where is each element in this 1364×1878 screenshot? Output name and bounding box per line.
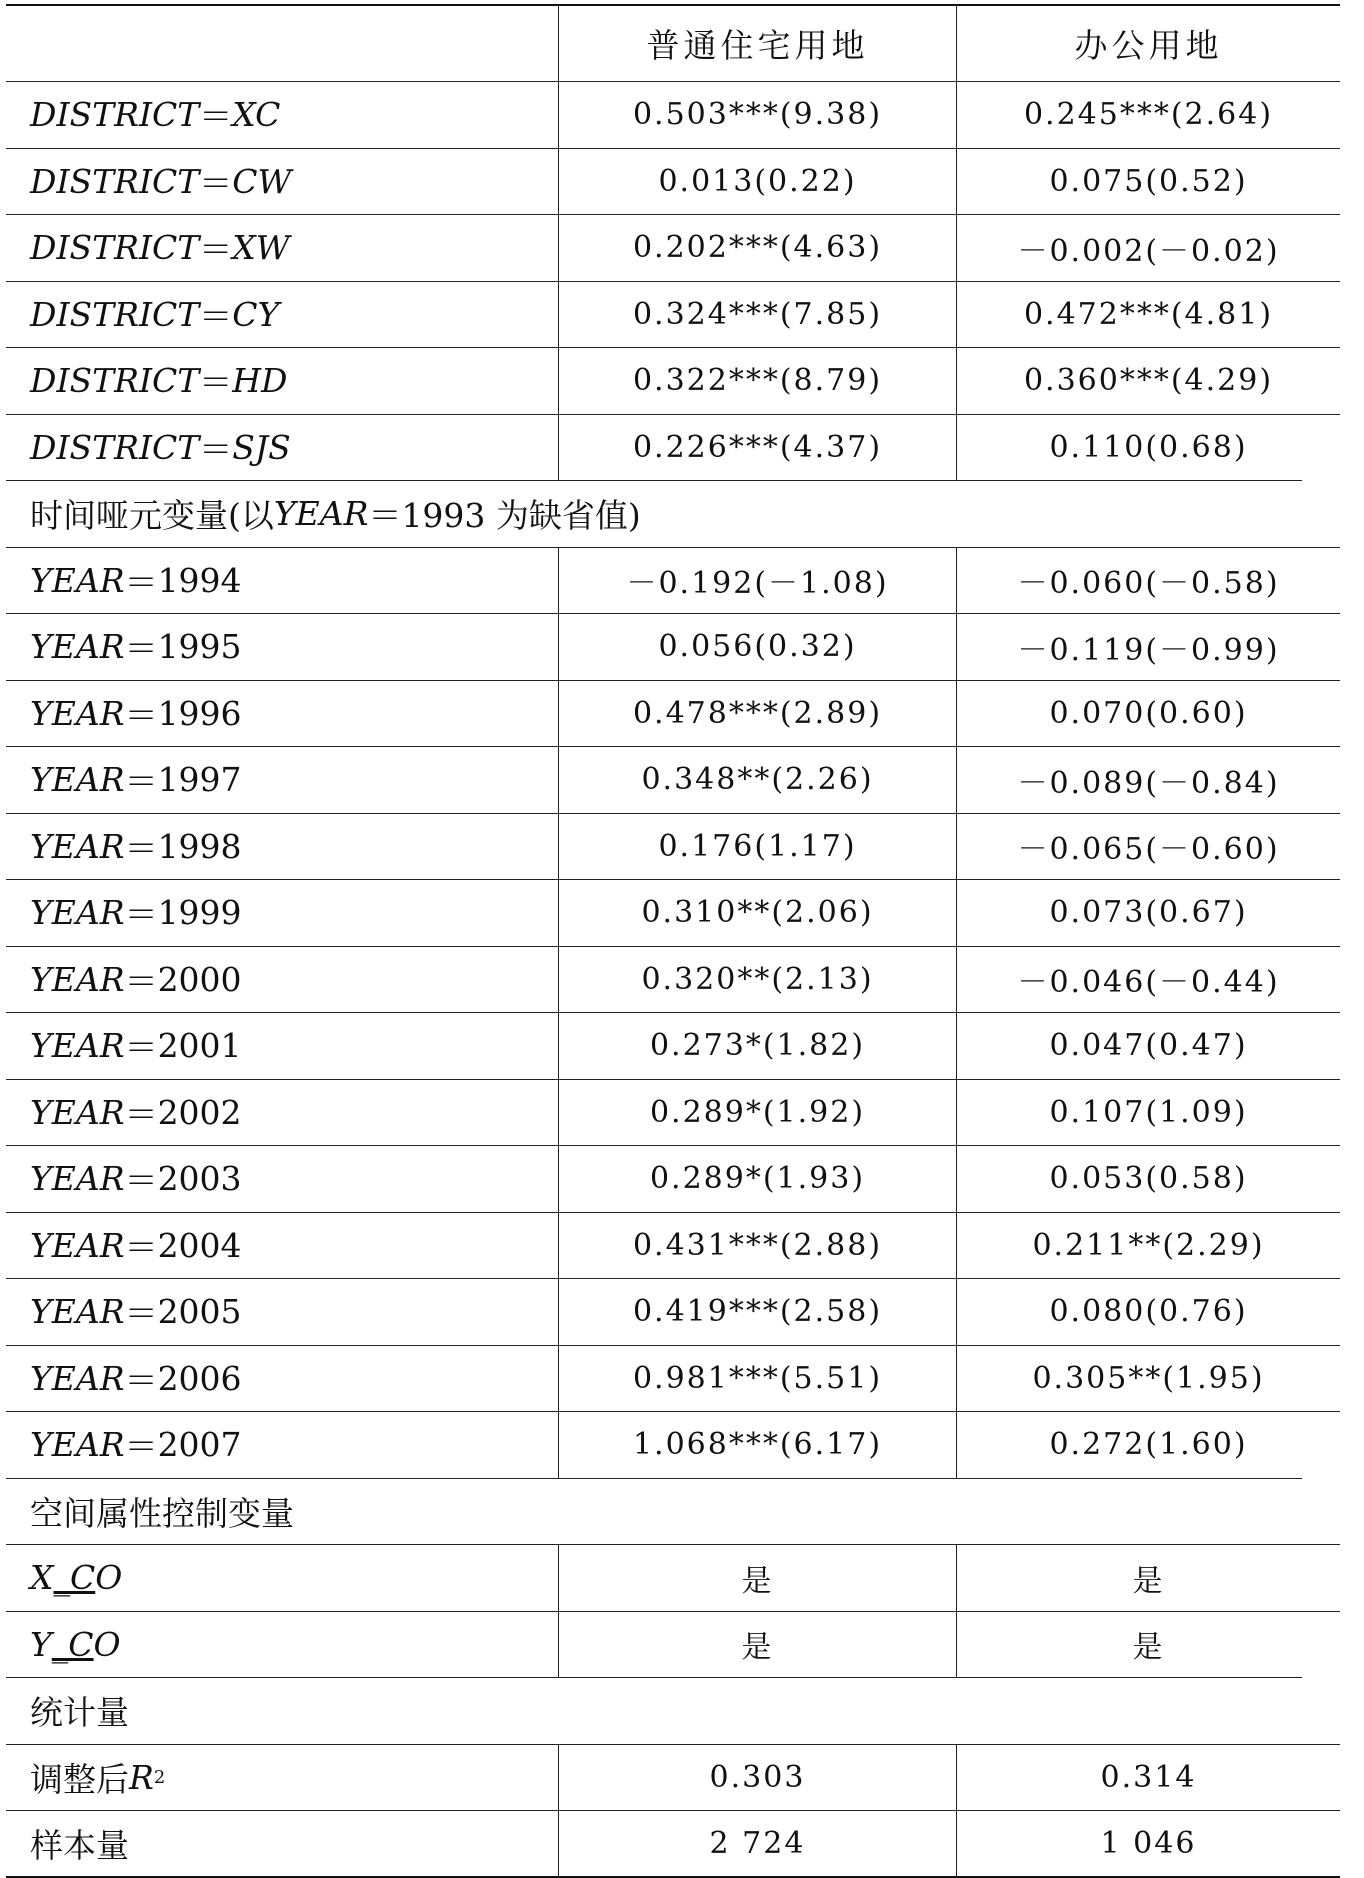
- residential-value: 0.320**(2.13): [558, 947, 956, 1013]
- office-value: 0.080(0.76): [956, 1279, 1340, 1345]
- office-value: 0.047(0.47): [956, 1013, 1340, 1079]
- table-row-district-cy: [6, 282, 1340, 349]
- table-row-year-2000: [6, 947, 1340, 1014]
- residential-value: 0.419***(2.58): [558, 1279, 956, 1345]
- table-row-year-2001: [6, 1013, 1340, 1080]
- section-time-dummies: [6, 481, 1340, 548]
- office-value: 0.360***(4.29): [956, 348, 1340, 414]
- table-row-year-2006: [6, 1346, 1340, 1413]
- office-value: －0.065(－0.60): [956, 814, 1340, 880]
- row-label: YEAR ＝ 1995: [30, 627, 242, 669]
- residential-value: 0.478***(2.89): [558, 681, 956, 747]
- residential-value: 是: [558, 1545, 956, 1611]
- row-label: DISTRICT ＝ SJS: [30, 427, 291, 469]
- table-row-year-2005: [6, 1279, 1340, 1346]
- table-row-y-co: [6, 1612, 1340, 1679]
- residential-value: 0.348**(2.26): [558, 747, 956, 813]
- table-row-year-2007: [6, 1412, 1340, 1479]
- row-label: YEAR ＝ 2000: [30, 959, 242, 1001]
- row-label: 样本量: [30, 1825, 129, 1865]
- office-value: 0.070(0.60): [956, 681, 1340, 747]
- residential-value: 0.303: [558, 1745, 956, 1811]
- residential-value: 0.289*(1.93): [558, 1146, 956, 1212]
- table-row-year-1995: [6, 614, 1340, 681]
- residential-value: 0.503***(9.38): [558, 82, 956, 148]
- office-value: 0.314: [956, 1745, 1340, 1811]
- section-label: 时间哑元变量(以 YEAR ＝1993 为缺省值): [30, 494, 641, 536]
- row-label: Y _C O: [30, 1624, 121, 1664]
- residential-value: 0.310**(2.06): [558, 880, 956, 946]
- row-label: X _C O: [30, 1558, 123, 1598]
- office-value: 0.245***(2.64): [956, 82, 1340, 148]
- table-row-district-hd: [6, 348, 1340, 415]
- office-value: 是: [956, 1612, 1340, 1678]
- residential-value: 0.324***(7.85): [558, 282, 956, 348]
- residential-value: 0.273*(1.82): [558, 1013, 956, 1079]
- row-label: YEAR ＝ 1997: [30, 760, 242, 802]
- residential-value: 1.068***(6.17): [558, 1412, 956, 1478]
- row-label: 调整后 R 2: [30, 1757, 166, 1799]
- row-label: YEAR ＝ 2007: [30, 1425, 242, 1467]
- residential-value: 是: [558, 1612, 956, 1678]
- residential-value: 0.431***(2.88): [558, 1213, 956, 1279]
- residential-value: 0.202***(4.63): [558, 215, 956, 281]
- row-label: YEAR ＝ 2005: [30, 1292, 242, 1334]
- residential-value: 2 724: [558, 1811, 956, 1876]
- office-value: 0.472***(4.81): [956, 282, 1340, 348]
- table-row-year-2003: [6, 1146, 1340, 1213]
- office-value: 0.053(0.58): [956, 1146, 1340, 1212]
- office-value: －0.119(－0.99): [956, 614, 1340, 680]
- table-row-year-2004: [6, 1213, 1340, 1280]
- office-value: －0.089(－0.84): [956, 747, 1340, 813]
- table-row-district-cw: [6, 149, 1340, 216]
- table-row-x-co: [6, 1545, 1340, 1612]
- office-value: 0.272(1.60): [956, 1412, 1340, 1478]
- section-spatial-controls: [6, 1479, 1340, 1546]
- row-label: YEAR ＝ 1994: [30, 560, 242, 602]
- office-value: －0.060(－0.58): [956, 548, 1340, 614]
- row-label: YEAR ＝ 1996: [30, 693, 242, 735]
- row-label: DISTRICT ＝ CY: [30, 294, 280, 336]
- row-label: YEAR ＝ 2006: [30, 1358, 242, 1400]
- table-row-district-xc: [6, 82, 1340, 149]
- section-label: 统计量: [30, 1693, 129, 1733]
- office-value: 1 046: [956, 1811, 1340, 1876]
- table-row-year-1997: [6, 747, 1340, 814]
- residential-value: 0.322***(8.79): [558, 348, 956, 414]
- office-value: －0.002(－0.02): [956, 215, 1340, 281]
- table-row-adjusted-r2: [6, 1745, 1340, 1812]
- table-row-year-2002: [6, 1080, 1340, 1147]
- table-row-sample-size: [6, 1811, 1340, 1878]
- office-value: －0.046(－0.44): [956, 947, 1340, 1013]
- residential-value: 0.013(0.22): [558, 149, 956, 215]
- office-value: 0.075(0.52): [956, 149, 1340, 215]
- office-value: 0.107(1.09): [956, 1080, 1340, 1146]
- residential-value: 0.056(0.32): [558, 614, 956, 680]
- row-label: DISTRICT ＝ XW: [30, 228, 290, 270]
- row-label: YEAR ＝ 1999: [30, 893, 242, 935]
- header-residential-land: 普通住宅用地: [558, 6, 956, 81]
- row-label: DISTRICT ＝ HD: [30, 361, 288, 403]
- residential-value: 0.289*(1.92): [558, 1080, 956, 1146]
- header-blank-cell: [6, 6, 558, 81]
- row-label: YEAR ＝ 2004: [30, 1225, 242, 1267]
- regression-table: [6, 4, 1340, 1878]
- row-label: YEAR ＝ 1998: [30, 826, 242, 868]
- table-row-year-1999: [6, 880, 1340, 947]
- residential-value: 0.176(1.17): [558, 814, 956, 880]
- row-label: YEAR ＝ 2001: [30, 1026, 242, 1068]
- row-label: DISTRICT ＝ CW: [30, 161, 292, 203]
- residential-value: －0.192(－1.08): [558, 548, 956, 614]
- office-value: 0.073(0.67): [956, 880, 1340, 946]
- office-value: 0.110(0.68): [956, 415, 1340, 481]
- row-label: YEAR ＝ 2003: [30, 1159, 242, 1201]
- row-label: DISTRICT ＝ XC: [30, 95, 281, 137]
- table-row-district-xw: [6, 215, 1340, 282]
- row-label: YEAR ＝ 2002: [30, 1092, 242, 1134]
- residential-value: 0.981***(5.51): [558, 1346, 956, 1412]
- office-value: 0.305**(1.95): [956, 1346, 1340, 1412]
- table-row-year-1994: [6, 548, 1340, 615]
- section-label: 空间属性控制变量: [30, 1493, 294, 1533]
- header-office-land: 办公用地: [956, 6, 1340, 81]
- section-statistics: [6, 1678, 1340, 1745]
- table-header-row: [6, 4, 1340, 82]
- residential-value: 0.226***(4.37): [558, 415, 956, 481]
- table-row-year-1996: [6, 681, 1340, 748]
- table-row-district-sjs: [6, 415, 1340, 482]
- table-row-year-1998: [6, 814, 1340, 881]
- office-value: 0.211**(2.29): [956, 1213, 1340, 1279]
- office-value: 是: [956, 1545, 1340, 1611]
